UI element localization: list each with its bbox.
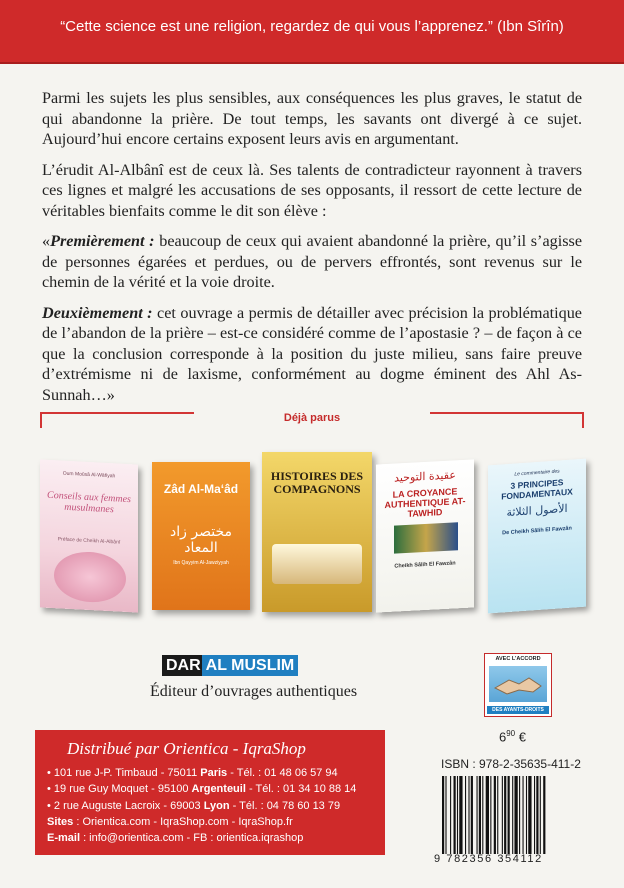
email-line: E-mail : info@orientica.com - FB : orientica.iqrashop [47,832,304,845]
book-4-arabic: عقيدة التوحيد [394,468,456,485]
paragraph-4-text: cet ouvrage a permis de détailler avec précision la problématique de l’abandon de la prière – est-ce considéré comme de l’apostasie ? – de façon à ce que la conclusion corresponde à la position du juste milieu, sans faire preuve d’extrémisme ni de laxisme, conformément au dogme éminent des Ahl As-Sunnah…» [42,303,582,404]
book-histoires-compagnons [262,452,372,612]
book-4-title: LA CROYANCE AUTHENTIQUE AT-TAWHID [384,486,466,519]
books-image [394,522,458,553]
book-1-title: Conseils aux femmes musulmanes [47,489,131,516]
quote-open: « [42,232,51,250]
back-cover-text [42,88,582,415]
header-quote: “Cette science est une religion, regardez de qui vous l’apprenez.” (Ibn Sîrîn) [60,18,564,35]
sites-line: Sites : Orientica.com - IqraShop.com - IqraShop.fr [47,815,293,828]
handshake-icon [489,666,547,702]
book-2-arabic: مختصر زاد المعاد [170,524,232,556]
top-quote-band [0,0,624,64]
book-3-principes [488,459,586,614]
book-4-sub: Cheikh Sâlih El Fawzân [394,560,456,570]
distribution-lines [47,765,356,846]
distribution-heading: Distribué par Orientica - IqraShop [67,739,306,758]
book-5-pre: Le commentaire des [514,468,560,478]
address-paris: • 101 rue J-P. Timbaud - 75011 Paris - Tél. : 01 48 06 57 94 [47,767,338,779]
book-conseils [40,459,138,612]
logo-dar: DAR [162,655,205,676]
book-2-sub: Ibn Qayyim Al-Jawziyyah [173,560,229,566]
isbn: ISBN : 978-2-35635-411-2 [441,757,581,771]
book-5-title: 3 PRINCIPES FONDAMENTAUX [501,477,573,502]
logo-al-muslim: AL MUSLIM [202,655,299,676]
paragraph-3-text: beaucoup de ceux qui avaient abandonné la prière, qu’il s’agisse de personnes égarées et perdues, ou de pervers effrontés, sont revenus sur le chemin de la vérité et la voie droite. [42,232,583,291]
dar-al-muslim-logo [162,657,310,679]
book-1-sub: Préface de Cheikh Al-Albânî [57,536,121,546]
book-2-title: Zâd Al-Ma‘âd [163,482,239,496]
book-zad-al-maad [152,462,250,610]
accord-bottom: DES AYANTS-DROITS [487,706,549,714]
paragraph-2: L’érudit Al-Albânî est de ceux là. Ses talents de contradicteur rayonnent à travers ces lignes et malgré les accusations de ses opposants, il ressort de cette lecture de véritables bienfaits comme le dit son élève : [42,160,582,220]
books-row [36,438,588,618]
book-1-author: Oum Moûsâ Al-Wâfiyah [62,470,116,480]
book-5-arabic: الأصول الثلاثة [506,501,568,520]
barcode-number: 9 782356 354112 [434,853,543,865]
address-argenteuil: • 19 rue Guy Moquet - 95100 Argenteuil - Tél. : 01 34 10 88 14 [47,783,357,796]
open-book-image [272,544,362,584]
lead-deuxiemement: Deuxièmement : [42,303,153,322]
deja-parus-label: Déjà parus [283,412,341,424]
paragraph-4 [42,303,582,406]
book-croyance-authentique [376,459,474,612]
barcode [440,776,590,854]
book-3-title: HISTOIRES DES COMPAGNONS [270,469,364,496]
rights-holders-badge [484,653,552,717]
roses-image [54,550,126,604]
price: $6^{90}$ € [499,729,526,745]
address-lyon: • 2 rue Auguste Lacroix - 69003 Lyon - Tél. : 04 78 60 13 79 [47,799,341,812]
accord-top: AVEC L’ACCORD [495,656,541,662]
paragraph-3 [42,231,582,293]
lead-premierement: Premièrement : [50,232,155,250]
book-5-sub: De Cheikh Sâlih El Fawzân [502,525,572,537]
paragraph-1: Parmi les sujets les plus sensibles, aux conséquences les plus graves, le statut de qui abandonne la prière. De tout temps, les savants ont divergé à ce sujet. Aujourd’hui encore certains exposent leurs avis en argumentant. [42,89,582,148]
distribution-box [35,730,385,855]
publisher-tagline: Éditeur d’ouvrages authentiques [150,683,358,700]
